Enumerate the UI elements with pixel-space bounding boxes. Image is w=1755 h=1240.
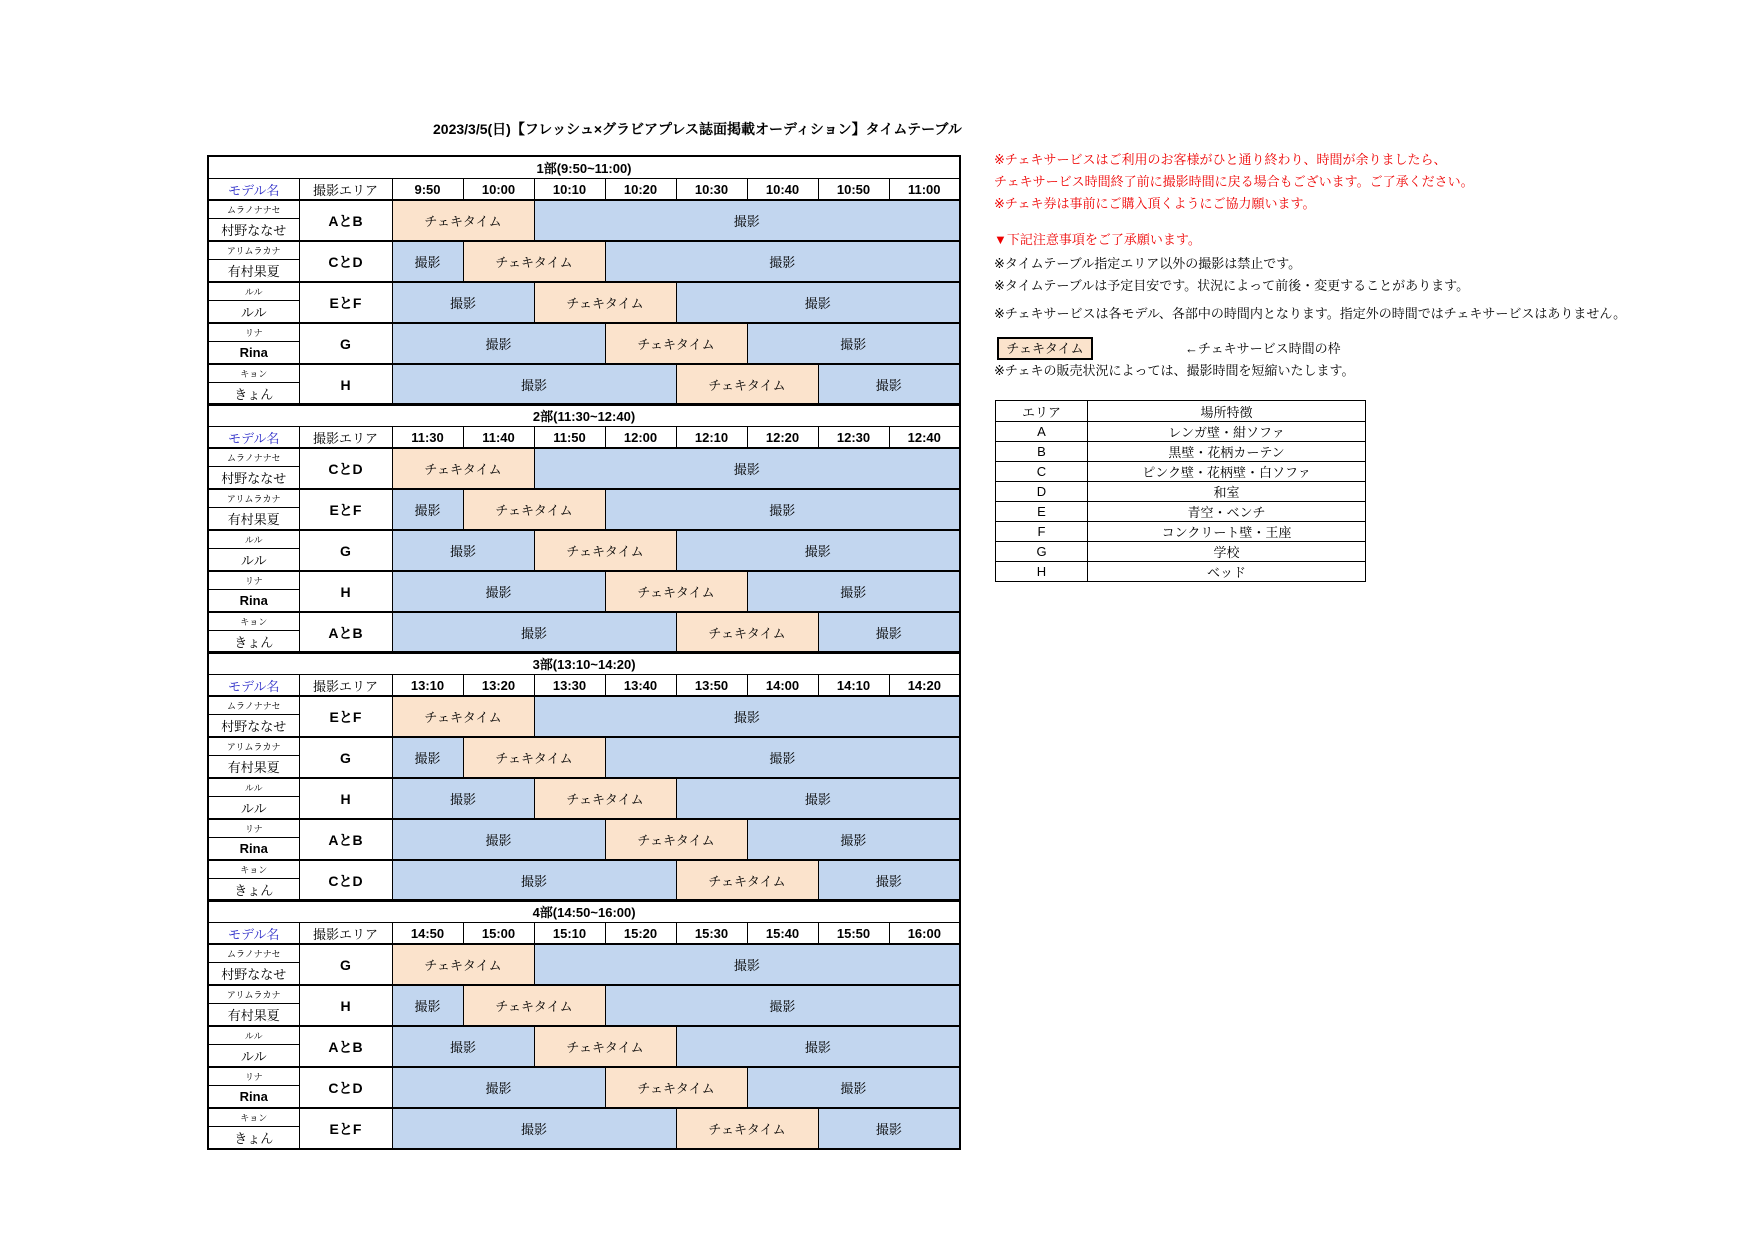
model-ruby: アリムラカナ (208, 489, 299, 508)
segment-satsuei: 撮影 (534, 200, 960, 241)
area-row (996, 422, 1366, 442)
model-name: Rina (208, 838, 299, 861)
model-name: 村野ななせ (208, 963, 299, 986)
schedule-table-1 (207, 155, 961, 406)
schedule-grid (207, 899, 961, 1150)
area-cell: EとF (299, 1108, 392, 1149)
area-table (995, 400, 1366, 582)
time-header: 14:50 (392, 923, 463, 945)
segment-satsuei: 撮影 (392, 819, 605, 860)
model-name: 有村果夏 (208, 1004, 299, 1027)
time-header: 11:30 (392, 427, 463, 449)
area-row (996, 482, 1366, 502)
segment-cheki: チェキタイム (463, 489, 605, 530)
segment-cheki: チェキタイム (392, 944, 534, 985)
area-header: エリア (996, 401, 1088, 422)
model-name: 村野ななせ (208, 467, 299, 490)
segment-cheki: チェキタイム (534, 1026, 676, 1067)
area-feature: 青空・ベンチ (1088, 502, 1366, 522)
area-letter: A (996, 422, 1088, 442)
model-ruby: リナ (208, 571, 299, 590)
time-header: 10:50 (818, 179, 889, 201)
segment-satsuei: 撮影 (392, 737, 463, 778)
time-header: 15:00 (463, 923, 534, 945)
table-title: 1部(9:50~11:00) (208, 156, 960, 179)
model-name: きょん (208, 879, 299, 902)
segment-satsuei: 撮影 (534, 696, 960, 737)
schedule-grid (207, 651, 961, 902)
time-header: 10:00 (463, 179, 534, 201)
time-header: 14:10 (818, 675, 889, 697)
area-cell: H (299, 778, 392, 819)
time-header: 15:50 (818, 923, 889, 945)
area-cell: AとB (299, 1026, 392, 1067)
segment-satsuei: 撮影 (818, 860, 960, 901)
area-cell: AとB (299, 612, 392, 653)
time-header: 9:50 (392, 179, 463, 201)
table-title: 4部(14:50~16:00) (208, 900, 960, 923)
model-name: 村野ななせ (208, 715, 299, 738)
model-name: 村野ななせ (208, 219, 299, 242)
area-cell: CとD (299, 241, 392, 282)
segment-cheki: チェキタイム (605, 1067, 747, 1108)
area-feature: コンクリート壁・王座 (1088, 522, 1366, 542)
time-header: 12:00 (605, 427, 676, 449)
time-header: 13:30 (534, 675, 605, 697)
area-letter: D (996, 482, 1088, 502)
segment-satsuei: 撮影 (392, 241, 463, 282)
time-header: 10:10 (534, 179, 605, 201)
segment-satsuei: 撮影 (392, 282, 534, 323)
model-ruby: ルル (208, 1026, 299, 1045)
segment-satsuei: 撮影 (605, 985, 960, 1026)
area-feature: ピンク壁・花柄壁・白ソファ (1088, 462, 1366, 482)
sale-note: ※チェキの販売状況によっては、撮影時間を短縮いたします。 (994, 363, 1355, 378)
model-ruby: アリムラカナ (208, 737, 299, 756)
area-cell: G (299, 944, 392, 985)
time-header: 16:00 (889, 923, 960, 945)
segment-satsuei: 撮影 (818, 364, 960, 405)
segment-satsuei: 撮影 (676, 282, 960, 323)
cheki-service-note-line-2: チェキサービス時間終了前に撮影時間に戻る場合もございます。ご了承ください。 (994, 174, 1474, 189)
segment-cheki: チェキタイム (676, 1108, 818, 1149)
model-col-header: モデル名 (208, 675, 299, 697)
cheki-time-legend-swatch: チェキタイム (997, 337, 1093, 360)
model-ruby: ルル (208, 282, 299, 301)
area-legend-grid (995, 400, 1366, 582)
area-letter: E (996, 502, 1088, 522)
area-cell: CとD (299, 448, 392, 489)
cheki-time-legend-caption: ←チェキサービス時間の枠 (1185, 341, 1341, 356)
area-cell: EとF (299, 489, 392, 530)
time-header: 13:10 (392, 675, 463, 697)
segment-cheki: チェキタイム (534, 530, 676, 571)
schedule-table-2 (207, 403, 961, 654)
segment-satsuei: 撮影 (392, 985, 463, 1026)
table-title: 3部(13:10~14:20) (208, 652, 960, 675)
area-row (996, 442, 1366, 462)
model-name: きょん (208, 631, 299, 654)
segment-cheki: チェキタイム (463, 737, 605, 778)
time-header: 10:20 (605, 179, 676, 201)
segment-satsuei: 撮影 (676, 778, 960, 819)
model-ruby: キョン (208, 364, 299, 383)
model-ruby: アリムラカナ (208, 985, 299, 1004)
segment-cheki: チェキタイム (605, 819, 747, 860)
time-header: 13:40 (605, 675, 676, 697)
area-feature: 黒壁・花柄カーテン (1088, 442, 1366, 462)
cheki-service-note-line-1: ※チェキサービスはご利用のお客様がひと通り終わり、時間が余りましたら、 (994, 152, 1447, 167)
segment-satsuei: 撮影 (747, 1067, 960, 1108)
segment-cheki: チェキタイム (392, 696, 534, 737)
time-header: 15:30 (676, 923, 747, 945)
segment-satsuei: 撮影 (392, 612, 676, 653)
model-name: きょん (208, 383, 299, 406)
segment-satsuei: 撮影 (392, 1067, 605, 1108)
model-name: Rina (208, 342, 299, 365)
segment-satsuei: 撮影 (392, 860, 676, 901)
time-header: 12:30 (818, 427, 889, 449)
area-cell: G (299, 530, 392, 571)
area-cell: EとF (299, 696, 392, 737)
segment-satsuei: 撮影 (392, 364, 676, 405)
time-header: 11:00 (889, 179, 960, 201)
time-header: 14:00 (747, 675, 818, 697)
caution-header: ▼下記注意事項をご了承願います。 (994, 232, 1201, 247)
segment-satsuei: 撮影 (392, 778, 534, 819)
segment-cheki: チェキタイム (463, 241, 605, 282)
caution-line-1: ※タイムテーブル指定エリア以外の撮影は禁止です。 (994, 256, 1302, 271)
model-ruby: キョン (208, 612, 299, 631)
model-ruby: キョン (208, 1108, 299, 1127)
segment-cheki: チェキタイム (676, 364, 818, 405)
segment-satsuei: 撮影 (676, 530, 960, 571)
segment-cheki: チェキタイム (534, 282, 676, 323)
table-title: 2部(11:30~12:40) (208, 404, 960, 427)
segment-satsuei: 撮影 (392, 489, 463, 530)
model-name: ルル (208, 797, 299, 820)
segment-satsuei: 撮影 (392, 1108, 676, 1149)
time-header: 15:20 (605, 923, 676, 945)
model-col-header: モデル名 (208, 179, 299, 201)
model-ruby: ムラノナナセ (208, 448, 299, 467)
segment-satsuei: 撮影 (605, 737, 960, 778)
feature-header: 場所特徴 (1088, 401, 1366, 422)
area-cell: G (299, 323, 392, 364)
segment-cheki: チェキタイム (605, 571, 747, 612)
model-ruby: リナ (208, 819, 299, 838)
model-ruby: ムラノナナセ (208, 696, 299, 715)
model-name: Rina (208, 590, 299, 613)
area-row (996, 562, 1366, 582)
segment-cheki: チェキタイム (392, 200, 534, 241)
area-cell: G (299, 737, 392, 778)
segment-cheki: チェキタイム (392, 448, 534, 489)
model-col-header: モデル名 (208, 427, 299, 449)
model-ruby: キョン (208, 860, 299, 879)
segment-cheki: チェキタイム (605, 323, 747, 364)
model-name: ルル (208, 1045, 299, 1068)
area-letter: G (996, 542, 1088, 562)
area-col-header: 撮影エリア (299, 923, 392, 945)
area-feature: 学校 (1088, 542, 1366, 562)
area-cell: H (299, 364, 392, 405)
model-name: ルル (208, 301, 299, 324)
time-header: 15:10 (534, 923, 605, 945)
model-ruby: ルル (208, 778, 299, 797)
time-header: 11:40 (463, 427, 534, 449)
segment-satsuei: 撮影 (392, 323, 605, 364)
area-row (996, 522, 1366, 542)
time-header: 10:30 (676, 179, 747, 201)
segment-satsuei: 撮影 (676, 1026, 960, 1067)
area-cell: AとB (299, 200, 392, 241)
segment-cheki: チェキタイム (676, 612, 818, 653)
segment-satsuei: 撮影 (747, 571, 960, 612)
page-title: 2023/3/5(日)【フレッシュ×グラビアプレス誌面掲載オーディション】タイムテーブル (433, 121, 962, 137)
area-row (996, 462, 1366, 482)
area-cell: CとD (299, 860, 392, 901)
segment-satsuei: 撮影 (747, 819, 960, 860)
segment-satsuei: 撮影 (818, 612, 960, 653)
area-letter: B (996, 442, 1088, 462)
time-header: 10:40 (747, 179, 818, 201)
area-feature: ベッド (1088, 562, 1366, 582)
area-row (996, 542, 1366, 562)
caution-line-2: ※タイムテーブルは予定目安です。状況によって前後・変更することがあります。 (994, 278, 1470, 293)
time-header: 13:20 (463, 675, 534, 697)
area-col-header: 撮影エリア (299, 675, 392, 697)
area-feature: レンガ壁・紺ソファ (1088, 422, 1366, 442)
segment-satsuei: 撮影 (605, 489, 960, 530)
area-cell: H (299, 985, 392, 1026)
model-col-header: モデル名 (208, 923, 299, 945)
segment-satsuei: 撮影 (392, 1026, 534, 1067)
segment-satsuei: 撮影 (747, 323, 960, 364)
model-name: 有村果夏 (208, 756, 299, 779)
model-ruby: ムラノナナセ (208, 200, 299, 219)
segment-cheki: チェキタイム (463, 985, 605, 1026)
cheki-ticket-note: ※チェキ券は事前にご購入頂くようにご協力願います。 (994, 196, 1316, 211)
model-name: Rina (208, 1086, 299, 1109)
model-name: 有村果夏 (208, 260, 299, 283)
area-row (996, 502, 1366, 522)
area-cell: H (299, 571, 392, 612)
cheki-time-range-note: ※チェキサービスは各モデル、各部中の時間内となります。指定外の時間ではチェキサービスはありません。 (994, 306, 1627, 321)
segment-cheki: チェキタイム (534, 778, 676, 819)
time-header: 12:10 (676, 427, 747, 449)
model-ruby: リナ (208, 1067, 299, 1086)
area-col-header: 撮影エリア (299, 427, 392, 449)
model-name: ルル (208, 549, 299, 572)
area-cell: AとB (299, 819, 392, 860)
time-header: 13:50 (676, 675, 747, 697)
model-ruby: ムラノナナセ (208, 944, 299, 963)
time-header: 12:20 (747, 427, 818, 449)
model-name: きょん (208, 1127, 299, 1150)
area-cell: EとF (299, 282, 392, 323)
area-cell: CとD (299, 1067, 392, 1108)
schedule-grid (207, 403, 961, 654)
segment-cheki: チェキタイム (676, 860, 818, 901)
time-header: 11:50 (534, 427, 605, 449)
model-ruby: アリムラカナ (208, 241, 299, 260)
area-letter: C (996, 462, 1088, 482)
schedule-table-3 (207, 651, 961, 902)
time-header: 14:20 (889, 675, 960, 697)
model-name: 有村果夏 (208, 508, 299, 531)
area-letter: H (996, 562, 1088, 582)
time-header: 12:40 (889, 427, 960, 449)
area-feature: 和室 (1088, 482, 1366, 502)
model-ruby: リナ (208, 323, 299, 342)
segment-satsuei: 撮影 (605, 241, 960, 282)
segment-satsuei: 撮影 (818, 1108, 960, 1149)
segment-satsuei: 撮影 (392, 571, 605, 612)
model-ruby: ルル (208, 530, 299, 549)
schedule-grid (207, 155, 961, 406)
area-col-header: 撮影エリア (299, 179, 392, 201)
segment-satsuei: 撮影 (534, 448, 960, 489)
time-header: 15:40 (747, 923, 818, 945)
schedule-table-4 (207, 899, 961, 1150)
segment-satsuei: 撮影 (392, 530, 534, 571)
area-letter: F (996, 522, 1088, 542)
segment-satsuei: 撮影 (534, 944, 960, 985)
